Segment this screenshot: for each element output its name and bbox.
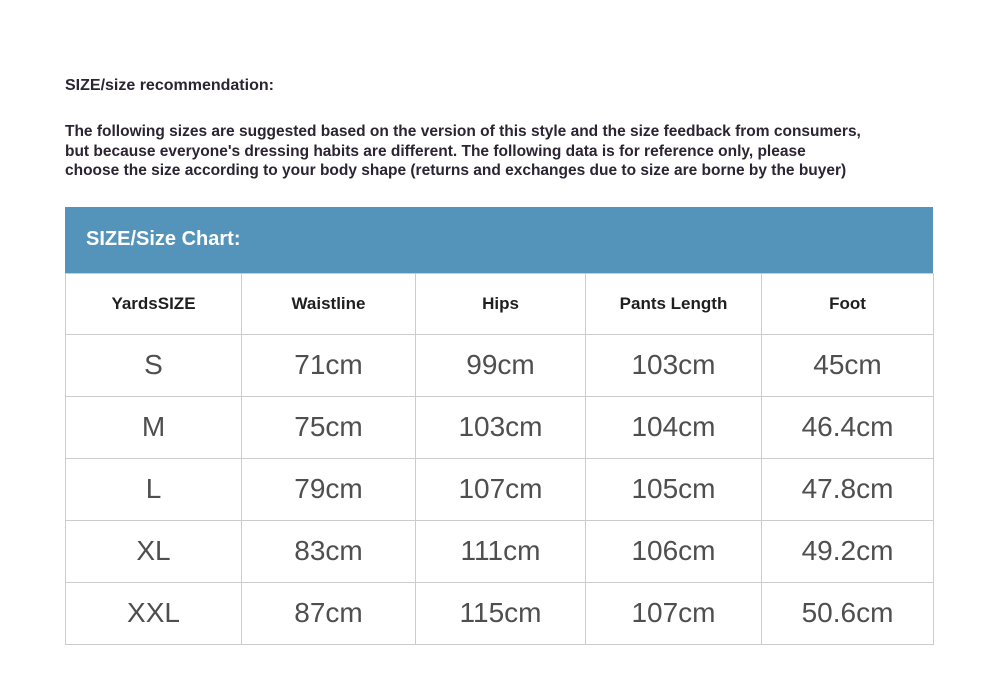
- table-row-l: [66, 458, 934, 520]
- table-row-xxl: [66, 582, 934, 644]
- recommendation-paragraph: [65, 122, 933, 181]
- cell-waistline: 75cm: [242, 396, 416, 458]
- cell-foot: 49.2cm: [762, 520, 934, 582]
- cell-foot: 50.6cm: [762, 582, 934, 644]
- cell-pants-length: 106cm: [586, 520, 762, 582]
- size-chart-table: [65, 273, 934, 645]
- recommendation-line-1: The following sizes are suggested based on the version of this style and the size feedback from consumers,: [65, 123, 861, 140]
- cell-pants-length: 103cm: [586, 334, 762, 396]
- cell-waistline: 83cm: [242, 520, 416, 582]
- cell-size: XXL: [66, 582, 242, 644]
- table-row-m: [66, 396, 934, 458]
- column-header-foot: Foot: [762, 273, 934, 334]
- cell-hips: 107cm: [416, 458, 586, 520]
- recommendation-heading: SIZE/size recommendation:: [65, 77, 274, 94]
- size-chart-title: SIZE/Size Chart:: [86, 228, 241, 250]
- table-header-row: [66, 273, 934, 334]
- cell-hips: 115cm: [416, 582, 586, 644]
- cell-foot: 46.4cm: [762, 396, 934, 458]
- cell-waistline: 87cm: [242, 582, 416, 644]
- table-row-xl: [66, 520, 934, 582]
- cell-foot: 47.8cm: [762, 458, 934, 520]
- size-chart: [65, 207, 933, 645]
- cell-waistline: 79cm: [242, 458, 416, 520]
- size-chart-title-bar: [65, 207, 933, 273]
- cell-size: M: [66, 396, 242, 458]
- cell-size: L: [66, 458, 242, 520]
- cell-waistline: 71cm: [242, 334, 416, 396]
- column-header-yardssize: YardsSIZE: [66, 273, 242, 334]
- cell-pants-length: 104cm: [586, 396, 762, 458]
- cell-pants-length: 107cm: [586, 582, 762, 644]
- cell-pants-length: 105cm: [586, 458, 762, 520]
- cell-hips: 99cm: [416, 334, 586, 396]
- column-header-waistline: Waistline: [242, 273, 416, 334]
- cell-hips: 111cm: [416, 520, 586, 582]
- cell-size: XL: [66, 520, 242, 582]
- column-header-hips: Hips: [416, 273, 586, 334]
- cell-hips: 103cm: [416, 396, 586, 458]
- cell-size: S: [66, 334, 242, 396]
- recommendation-line-3: choose the size according to your body shape (returns and exchanges due to size are borne by the buyer): [65, 162, 847, 179]
- table-row-s: [66, 334, 934, 396]
- column-header-pants-length: Pants Length: [586, 273, 762, 334]
- cell-foot: 45cm: [762, 334, 934, 396]
- recommendation-line-2: but because everyone's dressing habits are different. The following data is for reference only, please: [65, 142, 806, 160]
